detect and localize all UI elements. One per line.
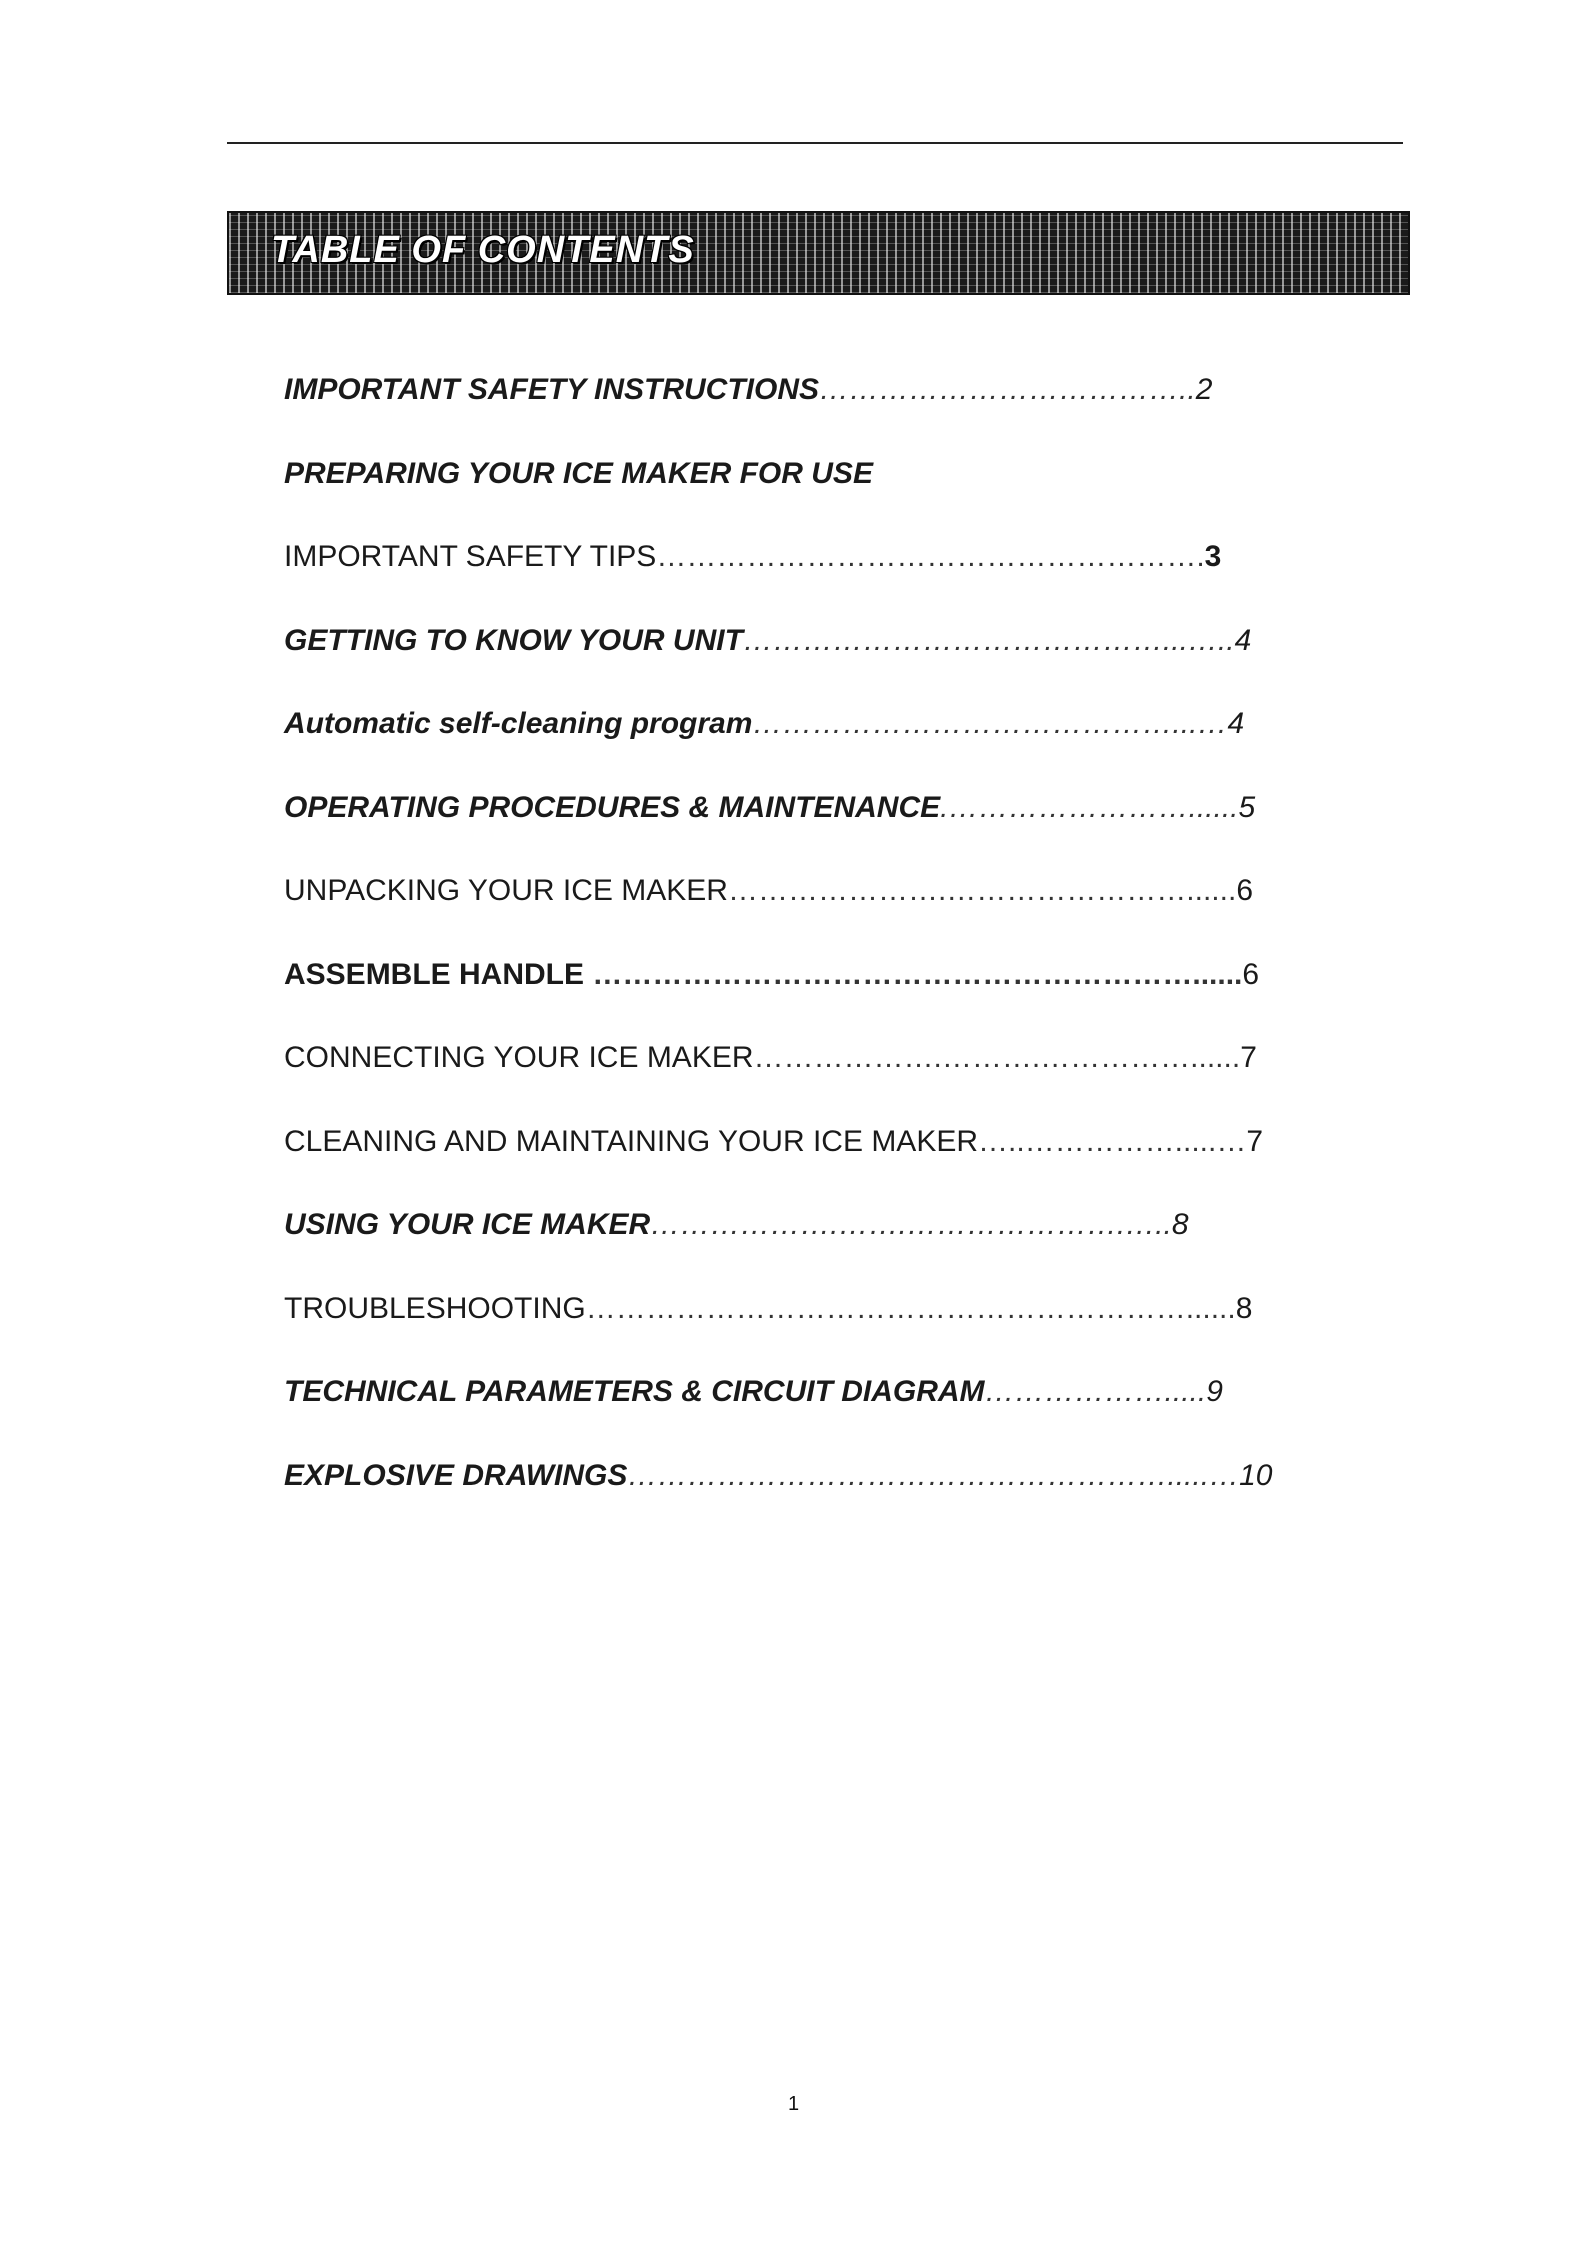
- toc-entry-preparing[interactable]: [284, 452, 1344, 536]
- toc-entry-page: 7: [1240, 1041, 1257, 1074]
- toc-entry-self-cleaning[interactable]: [284, 702, 1344, 786]
- toc-entry-cleaning[interactable]: [284, 1120, 1344, 1204]
- toc-entry-assemble-handle[interactable]: [284, 953, 1344, 1037]
- toc-entry-label: USING YOUR ICE MAKER: [284, 1208, 651, 1241]
- toc-entry-label: OPERATING PROCEDURES & MAINTENANCE: [284, 790, 941, 824]
- toc-entry-page: 3: [1204, 540, 1222, 573]
- toc-entry-page: 9: [1206, 1375, 1223, 1408]
- toc-banner: [227, 211, 1410, 295]
- toc-entry-leader: ……………….....: [984, 1375, 1207, 1408]
- toc-entry-label: TECHNICAL PARAMETERS & CIRCUIT DIAGRAM: [284, 1375, 985, 1408]
- toc-entry-leader: ……………….…….………………….…..: [650, 1208, 1172, 1241]
- toc-entry-connecting[interactable]: [284, 1036, 1344, 1120]
- header-rule: [227, 142, 1403, 144]
- toc-entry-technical-parameters[interactable]: [284, 1370, 1344, 1454]
- toc-entry-page: 2: [1195, 373, 1213, 406]
- toc-entry-page: 5: [1238, 790, 1256, 824]
- toc-entry-troubleshooting[interactable]: [284, 1287, 1344, 1371]
- toc-entry-label: CONNECTING YOUR ICE MAKER: [284, 1041, 754, 1074]
- toc-entry-leader: ……………………………………………………......: [592, 957, 1243, 991]
- toc-entry-label: GETTING TO KNOW YOUR UNIT: [284, 623, 743, 657]
- toc-entry-page: 8: [1235, 1291, 1253, 1325]
- toc-entry-unpacking[interactable]: [284, 869, 1344, 953]
- toc-entry-label: Automatic self-cleaning program: [284, 707, 753, 740]
- toc-entry-leader: ……………….……….……………......: [753, 1041, 1241, 1074]
- toc-entry-label: IMPORTANT SAFETY INSTRUCTIONS: [284, 373, 820, 406]
- toc-entry-operating-procedures[interactable]: [284, 786, 1344, 870]
- toc-entry-leader: .……………………......: [940, 790, 1239, 824]
- toc-entry-label: EXPLOSIVE DRAWINGS: [284, 1458, 628, 1492]
- toc-entry-leader: ……………………………………………….....…: [627, 1458, 1240, 1492]
- toc-entry-leader: ……………………………………………………......: [585, 1291, 1236, 1325]
- toc-entry-leader: ………………………………..: [819, 373, 1196, 406]
- toc-entry-page: 8: [1171, 1208, 1189, 1241]
- toc-entry-safety-tips[interactable]: [284, 535, 1344, 619]
- toc-entry-label: CLEANING AND MAINTAINING YOUR ICE MAKER: [284, 1124, 978, 1158]
- toc-entry-page: 7: [1246, 1124, 1264, 1158]
- page-number: 1: [787, 2093, 800, 2115]
- toc-entry-leader: …..…………….....…: [978, 1124, 1247, 1158]
- toc-entry-label: ASSEMBLE HANDLE: [284, 957, 593, 991]
- toc-entry-leader: ……………………………………………….: [656, 540, 1205, 573]
- toc-entry-leader: ……………………………………...…: [752, 707, 1228, 740]
- toc-entry-leader: ………………….……………………......: [727, 874, 1237, 907]
- page-title: TABLE OF CONTENTS: [271, 229, 695, 271]
- toc-entry-leader: ……………………………………...…..: [742, 623, 1235, 657]
- toc-entry-label: PREPARING YOUR ICE MAKER FOR USE: [284, 456, 873, 490]
- toc-entry-page: 10: [1239, 1458, 1273, 1492]
- toc-entry-label: UNPACKING YOUR ICE MAKER: [284, 874, 728, 907]
- toc-entry-label: TROUBLESHOOTING: [284, 1291, 586, 1325]
- toc-entry-page: 4: [1234, 623, 1252, 657]
- toc-entry-page: 4: [1227, 707, 1245, 740]
- toc-entry-explosive-drawings[interactable]: [284, 1454, 1344, 1538]
- toc-entry-label: IMPORTANT SAFETY TIPS: [284, 540, 657, 573]
- toc-entry-safety-instructions[interactable]: [284, 368, 1344, 452]
- toc-list: [284, 368, 1344, 1537]
- toc-entry-page: 6: [1242, 957, 1260, 991]
- toc-entry-page: 6: [1236, 874, 1254, 907]
- toc-entry-using[interactable]: [284, 1203, 1344, 1287]
- toc-entry-getting-to-know[interactable]: [284, 619, 1344, 703]
